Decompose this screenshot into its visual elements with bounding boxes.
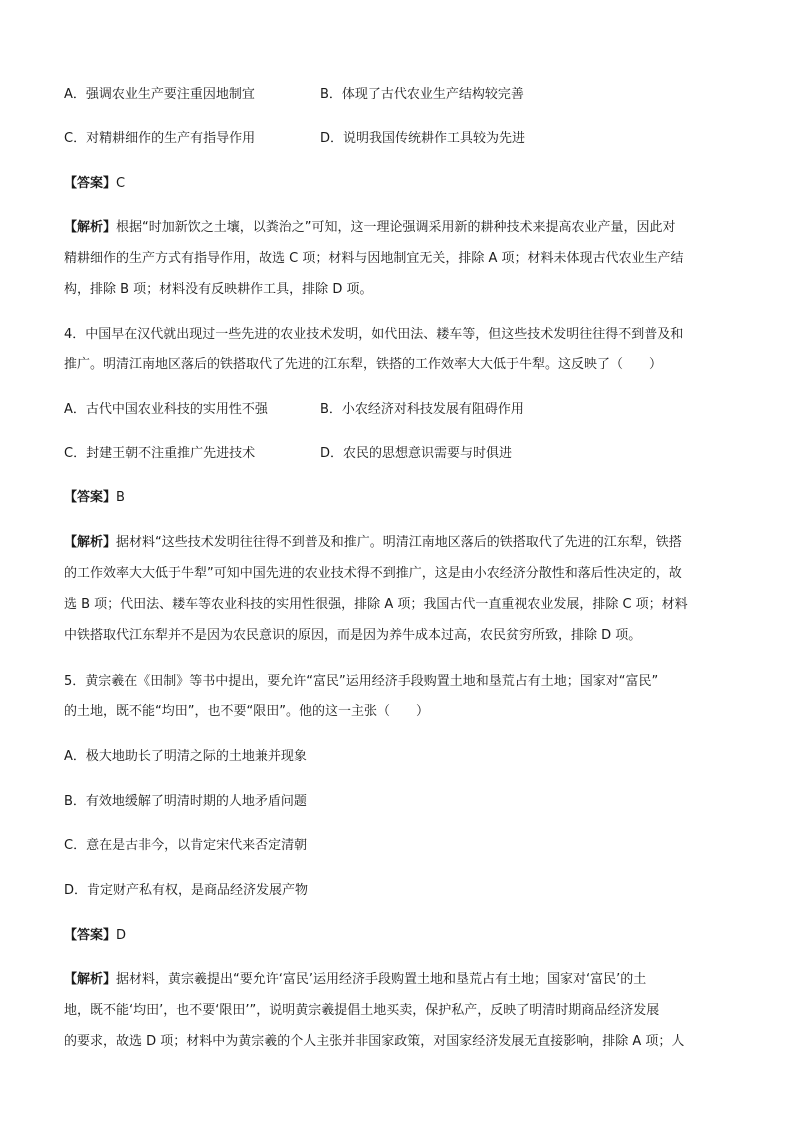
analysis-text: 据材料，黄宗羲提出“要允许‘富民’运用经济手段购置土地和垦荒占有土地；国家对‘富民’的土: [116, 972, 647, 987]
q5-analysis-line-3: 的要求，故选 D 项；材料中为黄宗羲的个人主张并非国家政策，对国家经济发展无直接影响，排除 A 项；人: [64, 1034, 685, 1049]
analysis-label: 【解析】: [64, 535, 117, 550]
q4-option-a: A．古代中国农业科技的实用性不强: [64, 402, 268, 417]
analysis-text: 根据“时加新饮之土壤，以粪治之”可知，这一理论强调采用新的耕种技术来提高农业产量，因此对: [116, 220, 676, 235]
q4-stem-line-2: 推广。明清江南地区落后的铁搭取代了先进的江东犁，铁搭的工作效率大大低于牛犁。这反映了（ ）: [64, 357, 663, 372]
q3-option-b: B．体现了古代农业生产结构较完善: [320, 87, 524, 102]
q5-analysis-line-2: 地，既不能‘均田’，也不要‘限田’”，说明黄宗羲提倡土地买卖，保护私产，反映了明清时期商品经济发展: [64, 1003, 660, 1018]
answer-value: B: [116, 490, 125, 505]
q4-option-b: B．小农经济对科技发展有阻碍作用: [320, 402, 524, 417]
q5-option-c: C．意在是古非今，以肯定宋代来否定清朝: [64, 838, 308, 853]
q4-analysis-line-2: 的工作效率大大低于牛犁”可知中国先进的农业技术得不到推广，这是由小农经济分散性和落后性决定的，故: [64, 566, 682, 581]
q5-stem-line-2: 的土地，既不能“均田”，也不要“限田”。他的这一主张（ ）: [64, 704, 429, 719]
q4-stem-line-1: 4．中国早在汉代就出现过一些先进的农业技术发明，如代田法、耧车等，但这些技术发明往往得不到普及和: [64, 327, 684, 342]
answer-value: C: [116, 176, 126, 191]
answer-value: D: [116, 928, 127, 943]
q3-analysis-line-3: 构，排除 B 项；材料没有反映耕作工具，排除 D 项。: [64, 282, 373, 297]
q3-option-c: C．对精耕细作的生产有指导作用: [64, 131, 256, 146]
q4-option-d: D．农民的思想意识需要与时俱进: [320, 446, 513, 461]
analysis-text: 据材料“这些技术发明往往得不到普及和推广。明清江南地区落后的铁搭取代了先进的江东犁，铁搭: [116, 535, 682, 550]
q5-analysis-line-1: [64, 971, 734, 989]
q4-analysis-line-4: 中铁搭取代江东犁并不是因为农民意识的原因，而是因为养牛成本过高，农民贫穷所致，排除 D 项。: [64, 628, 642, 643]
answer-label: 【答案】: [64, 928, 117, 943]
answer-label: 【答案】: [64, 490, 117, 505]
analysis-label: 【解析】: [64, 220, 117, 235]
q4-answer: [64, 489, 125, 507]
q3-option-a: A．强调农业生产要注重因地制宜: [64, 87, 255, 102]
q5-answer: [64, 927, 126, 945]
q5-stem-line-1: 5．黄宗羲在《田制》等书中提出，要允许“富民”运用经济手段购置土地和垦荒占有土地；国家对“富民”: [64, 674, 659, 689]
q4-analysis-line-1: [64, 534, 734, 552]
q3-analysis-line-1: [64, 219, 734, 237]
analysis-label: 【解析】: [64, 972, 117, 987]
q5-option-d: D．肯定财产私有权，是商品经济发展产物: [64, 883, 309, 898]
q5-option-a: A．极大地助长了明清之际的土地兼并现象: [64, 749, 307, 764]
q3-answer: [64, 175, 125, 193]
q3-option-d: D．说明我国传统耕作工具较为先进: [320, 131, 526, 146]
q4-analysis-line-3: 选 B 项；代田法、耧车等农业科技的实用性很强，排除 A 项；我国古代一直重视农业发展，排除 C 项；材料: [64, 597, 688, 612]
q3-analysis-line-2: 精耕细作的生产方式有指导作用，故选 C 项；材料与因地制宜无关，排除 A 项；材料未体现古代农业生产结: [64, 251, 684, 266]
answer-label: 【答案】: [64, 176, 117, 191]
q5-option-b: B．有效地缓解了明清时期的人地矛盾问题: [64, 794, 307, 809]
q4-option-c: C．封建王朝不注重推广先进技术: [64, 446, 256, 461]
